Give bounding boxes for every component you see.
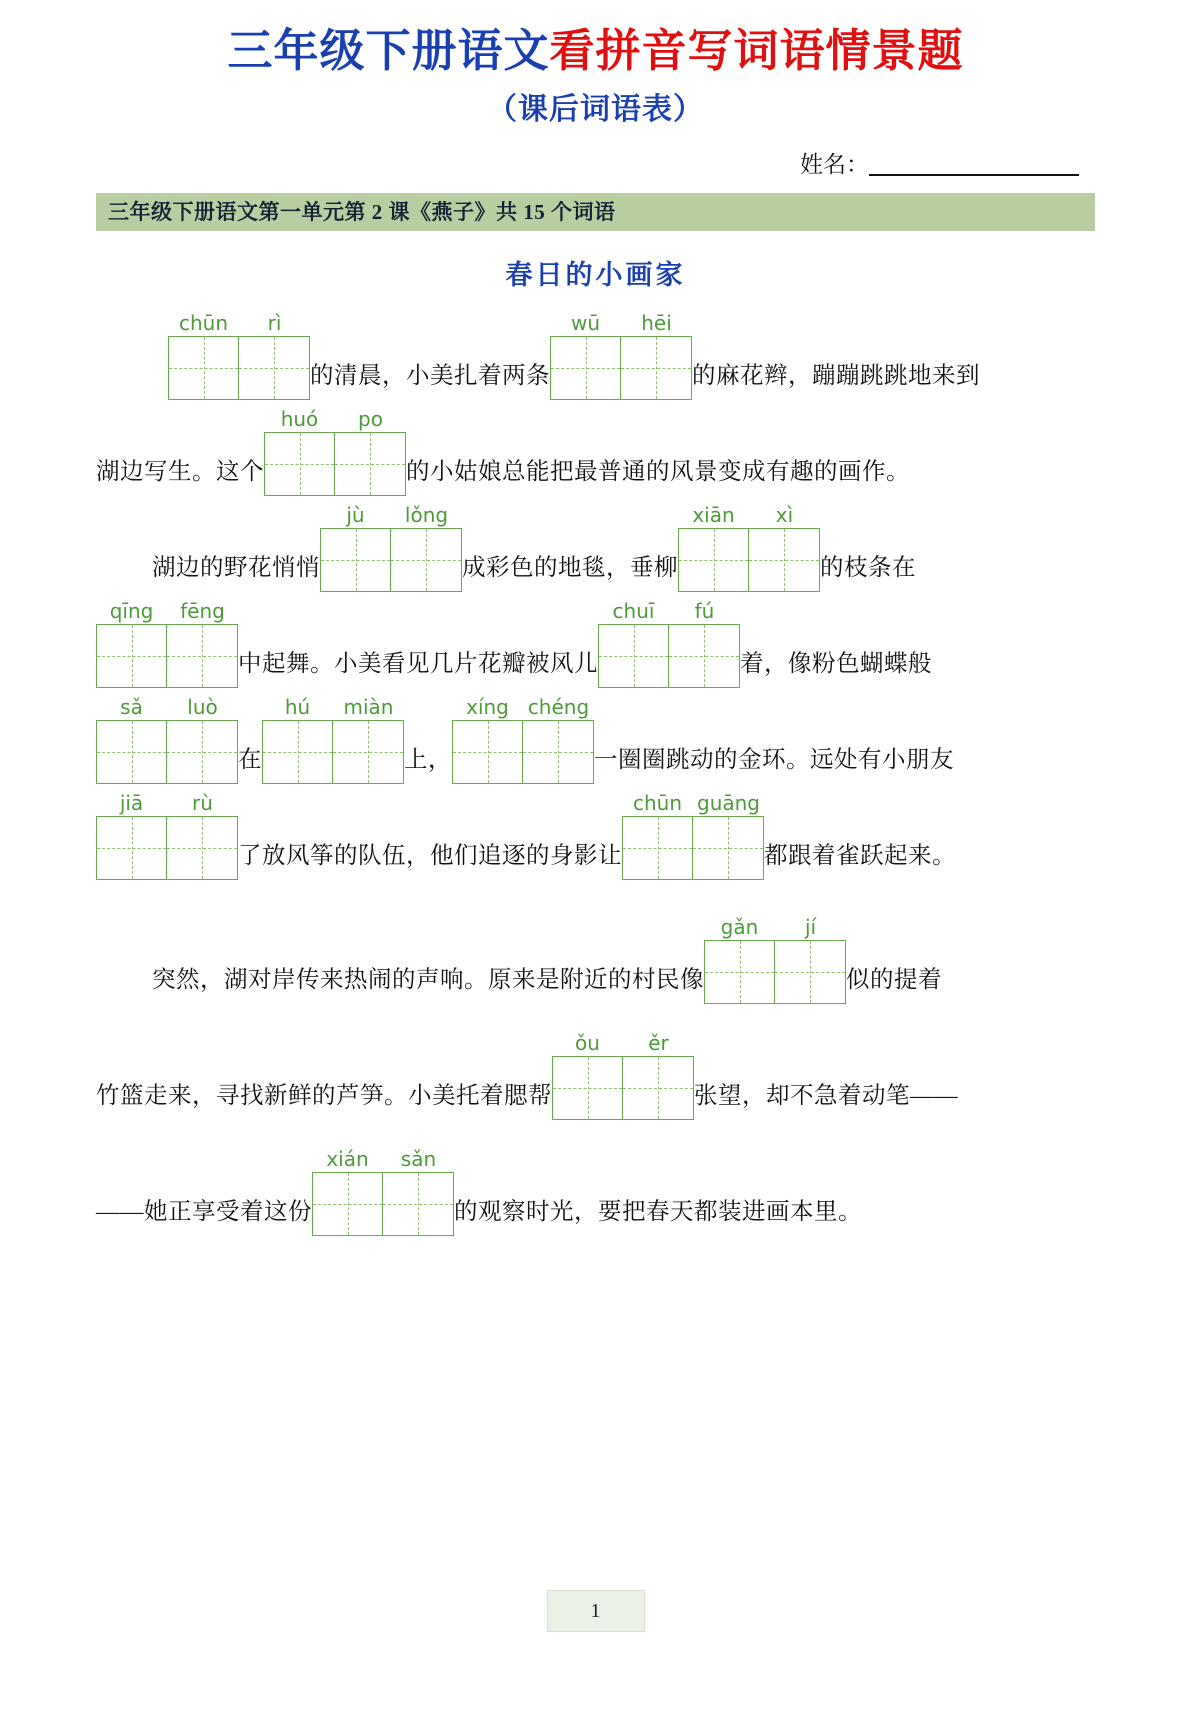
word-box-xing-cheng[interactable] [452, 694, 594, 784]
word-box-xian-xi[interactable] [678, 502, 820, 592]
tianzige-grid[interactable] [678, 528, 820, 592]
tianzige-grid[interactable] [552, 1056, 694, 1120]
word-box-sa-luo[interactable] [96, 694, 238, 784]
passage-text: 的小姑娘总能把最普通的风景变成有趣的画作。 [406, 458, 910, 485]
pinyin-wu-hei [550, 310, 692, 336]
pinyin-syllable: qīng [109, 598, 154, 623]
tianzige-cell[interactable] [335, 433, 405, 495]
tianzige-grid[interactable] [704, 940, 846, 1004]
pinyin-syllable: fēng [180, 598, 225, 623]
pinyin-syllable: chuī [612, 598, 655, 623]
passage-text: 一圈圈跳动的金环。远处有小朋友 [594, 746, 954, 773]
pinyin-syllable: sǎ [120, 694, 143, 719]
tianzige-cell[interactable] [263, 721, 333, 783]
pinyin-syllable: rù [192, 790, 213, 815]
word-box-jia-ru[interactable] [96, 790, 238, 880]
title-blue-part: 三年级下册语文 [227, 26, 550, 76]
tianzige-grid[interactable] [598, 624, 740, 688]
pinyin-syllable: rì [267, 310, 282, 335]
word-box-qing-feng[interactable] [96, 598, 238, 688]
tianzige-cell[interactable] [775, 941, 845, 1003]
unit-banner: 三年级下册语文第一单元第 2 课《燕子》共 15 个词语 [96, 193, 1095, 231]
pinyin-syllable: guāng [697, 790, 760, 815]
tianzige-grid[interactable] [262, 720, 404, 784]
pinyin-syllable: huó [280, 406, 319, 431]
pinyin-hu-mian [262, 694, 404, 720]
pinyin-gan-ji [704, 914, 846, 940]
tianzige-cell[interactable] [383, 1173, 453, 1235]
pinyin-huo-po [264, 406, 406, 432]
passage-text: 的清晨，小美扎着两条 [310, 362, 550, 389]
pinyin-syllable: ěr [648, 1030, 669, 1055]
word-box-chun-guang[interactable] [622, 790, 764, 880]
passage-text: 了放风筝的队伍，他们追逐的身影让 [238, 842, 622, 869]
tianzige-cell[interactable] [551, 337, 621, 399]
pinyin-syllable: jù [346, 502, 365, 527]
passage-line [96, 1146, 1095, 1236]
passage-line [96, 502, 1095, 592]
pinyin-syllable: chéng [527, 694, 590, 719]
name-label: 姓名： [800, 151, 869, 177]
passage [96, 310, 1095, 1236]
passage-text: 在 [238, 746, 262, 773]
pinyin-syllable: luò [187, 694, 218, 719]
passage-text: 着，像粉色蝴蝶般 [740, 650, 932, 677]
word-box-huo-po[interactable] [264, 406, 406, 496]
title-red-part: 看拼音写词语情景题 [549, 26, 964, 76]
word-box-chui-fu[interactable] [598, 598, 740, 688]
tianzige-grid[interactable] [264, 432, 406, 496]
tianzige-cell[interactable] [623, 1057, 693, 1119]
tianzige-cell[interactable] [391, 529, 461, 591]
tianzige-cell[interactable] [97, 817, 167, 879]
tianzige-cell[interactable] [693, 817, 763, 879]
pinyin-syllable: wū [570, 310, 601, 335]
pinyin-syllable: xíng [466, 694, 509, 719]
pinyin-xing-cheng [452, 694, 594, 720]
pinyin-syllable: xiān [692, 502, 735, 527]
passage-text: 都跟着雀跃起来。 [764, 842, 956, 869]
pinyin-chui-fu [598, 598, 740, 624]
tianzige-grid[interactable] [550, 336, 692, 400]
tianzige-grid[interactable] [312, 1172, 454, 1236]
tianzige-grid[interactable] [452, 720, 594, 784]
passage-text: 的枝条在 [820, 554, 916, 581]
passage-line [96, 694, 1095, 784]
story-title: 春日的小画家 [505, 259, 686, 290]
passage-text: 的观察时光，要把春天都装进画本里。 [454, 1198, 862, 1225]
pinyin-jia-ru [96, 790, 238, 816]
pinyin-syllable: fú [694, 598, 715, 623]
pinyin-syllable: jiā [119, 790, 144, 815]
tianzige-grid[interactable] [96, 720, 238, 784]
passage-text: 竹篮走来，寻找新鲜的芦笋。小美托着腮帮 [96, 1082, 552, 1109]
tianzige-cell[interactable] [321, 529, 391, 591]
page-footer [0, 1590, 1191, 1632]
tianzige-grid[interactable] [168, 336, 310, 400]
passage-text: 突然，湖对岸传来热闹的声响。原来是附近的村民像 [152, 966, 704, 993]
passage-text: 张望，却不急着动笔—— [694, 1082, 958, 1109]
pinyin-qing-feng [96, 598, 238, 624]
passage-line [96, 406, 1095, 496]
pinyin-syllable: hú [284, 694, 311, 719]
tianzige-cell[interactable] [669, 625, 739, 687]
pinyin-syllable: ǒu [575, 1030, 600, 1055]
word-box-hu-mian[interactable] [262, 694, 404, 784]
passage-text: 湖边的野花悄悄 [152, 554, 320, 581]
pinyin-syllable: xì [775, 502, 794, 527]
tianzige-cell[interactable] [621, 337, 691, 399]
page-title [96, 26, 1095, 78]
pinyin-syllable: chūn [178, 310, 229, 335]
tianzige-cell[interactable] [599, 625, 669, 687]
page-number: 1 [547, 1590, 645, 1632]
pinyin-chun-guang [622, 790, 764, 816]
passage-line [96, 598, 1095, 688]
pinyin-syllable: po [358, 406, 383, 431]
tianzige-cell[interactable] [705, 941, 775, 1003]
word-box-chun-ri[interactable] [168, 310, 310, 400]
pinyin-chun-ri [168, 310, 310, 336]
pinyin-syllable: xián [326, 1146, 369, 1171]
word-box-wu-hei[interactable] [550, 310, 692, 400]
word-box-xian-san[interactable] [312, 1146, 454, 1236]
passage-line [96, 310, 1095, 400]
word-box-ou-er[interactable] [552, 1030, 694, 1120]
pinyin-syllable: lǒng [404, 502, 449, 527]
passage-text: 中起舞。小美看见几片花瓣被风儿 [238, 650, 598, 677]
tianzige-cell[interactable] [333, 721, 403, 783]
passage-text: ——她正享受着这份 [96, 1198, 312, 1225]
tianzige-grid[interactable] [96, 816, 238, 880]
pinyin-syllable: hēi [641, 310, 672, 335]
passage-line [96, 790, 1095, 880]
tianzige-cell[interactable] [453, 721, 523, 783]
pinyin-syllable: chūn [632, 790, 683, 815]
tianzige-grid[interactable] [96, 624, 238, 688]
passage-text: 上， [404, 746, 452, 773]
tianzige-cell[interactable] [265, 433, 335, 495]
pinyin-ju-long [320, 502, 462, 528]
passage-text: 的麻花辫，蹦蹦跳跳地来到 [692, 362, 980, 389]
tianzige-cell[interactable] [97, 625, 167, 687]
tianzige-cell[interactable] [623, 817, 693, 879]
tianzige-cell[interactable] [679, 529, 749, 591]
pinyin-ou-er [552, 1030, 694, 1056]
name-field [96, 146, 1095, 179]
word-box-gan-ji[interactable] [704, 914, 846, 1004]
word-box-ju-long[interactable] [320, 502, 462, 592]
tianzige-grid[interactable] [320, 528, 462, 592]
tianzige-cell[interactable] [313, 1173, 383, 1235]
page-subtitle: （课后词语表） [487, 92, 704, 126]
passage-text: 湖边写生。这个 [96, 458, 264, 485]
pinyin-syllable: gǎn [720, 914, 759, 939]
tianzige-cell[interactable] [749, 529, 819, 591]
tianzige-cell[interactable] [167, 721, 237, 783]
pinyin-xian-san [312, 1146, 454, 1172]
tianzige-cell[interactable] [239, 337, 309, 399]
pinyin-syllable: jí [804, 914, 817, 939]
tianzige-cell[interactable] [167, 817, 237, 879]
tianzige-cell[interactable] [167, 625, 237, 687]
tianzige-cell[interactable] [523, 721, 593, 783]
name-input-line[interactable] [869, 152, 1079, 176]
tianzige-cell[interactable] [97, 721, 167, 783]
pinyin-xian-xi [678, 502, 820, 528]
worksheet-page [0, 26, 1191, 1710]
tianzige-cell[interactable] [169, 337, 239, 399]
pinyin-sa-luo [96, 694, 238, 720]
passage-line [96, 1030, 1095, 1120]
passage-line [96, 914, 1095, 1004]
pinyin-syllable: sǎn [400, 1146, 437, 1171]
tianzige-grid[interactable] [622, 816, 764, 880]
pinyin-syllable: miàn [343, 694, 394, 719]
tianzige-cell[interactable] [553, 1057, 623, 1119]
passage-text: 成彩色的地毯，垂柳 [462, 554, 678, 581]
passage-text: 似的提着 [846, 966, 942, 993]
